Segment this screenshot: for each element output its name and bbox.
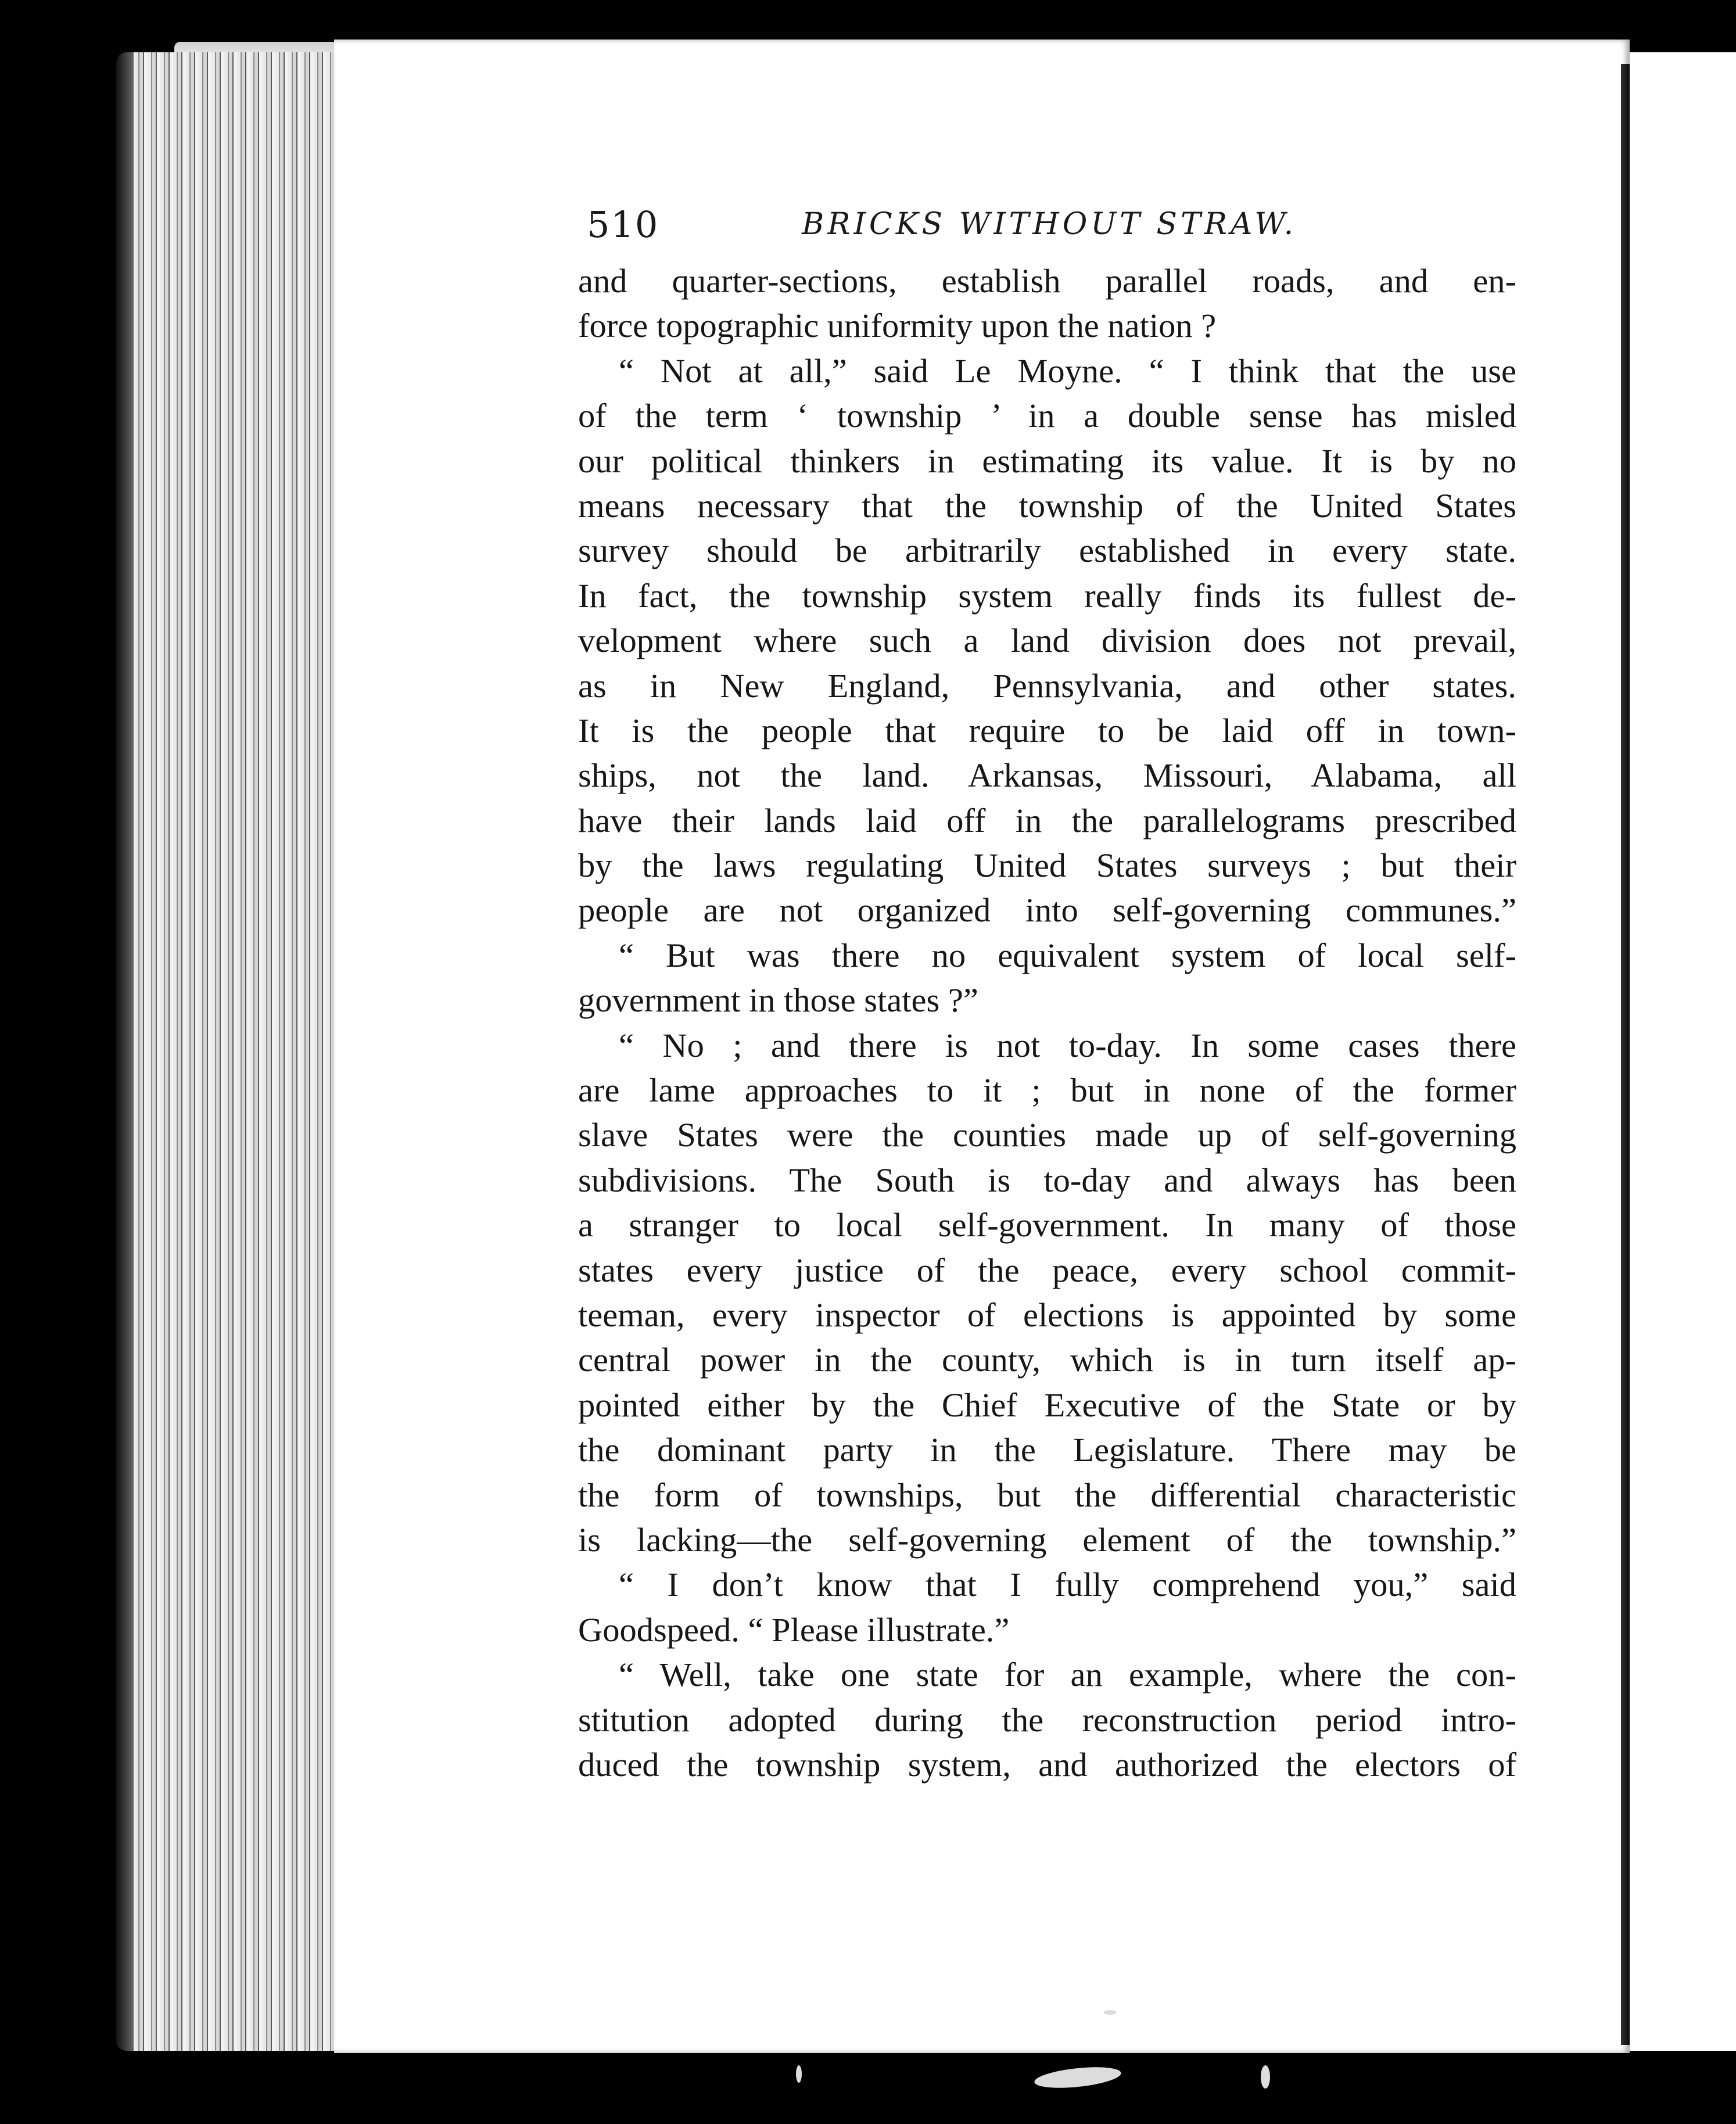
text-line: and quarter-sections, establish parallel roads, and en- [578,262,1516,300]
text-line: pointed either by the Chief Executive of the State or by [578,1386,1516,1424]
running-title: BRICKS WITHOUT STRAW. [802,207,1297,242]
text-line: central power in the county, which is in turn itself ap- [578,1341,1516,1379]
scan-speck [796,2065,802,2083]
text-line: as in New England, Pennsylvania, and other states. [578,666,1516,705]
text-line: our political thinkers in estimating its value. It is by no [578,442,1516,480]
text-line: slave States were the counties made up of self-governing [578,1116,1516,1154]
text-line: is lacking—the self-governing element of the township.” [578,1520,1516,1559]
text-line: duced the township system, and authorized the electors of [578,1745,1516,1784]
text-line: states every justice of the peace, every school commit- [578,1251,1516,1289]
text-line: “ Not at all,” said Le Moyne. “ I think that the use [619,351,1516,390]
text-line: It is the people that require to be laid off in town- [578,711,1516,749]
text-line: the dominant party in the Legislature. There may be [578,1431,1516,1469]
scan-speck [1104,2010,1117,2015]
page-block-edges [122,52,349,2051]
text-line: teeman, every inspector of elections is appointed by some [578,1296,1516,1334]
text-line: means necessary that the township of the United States [578,486,1516,525]
text-line: velopment where such a land division does not prevail, [578,622,1516,660]
text-line: government in those states ?” [578,981,978,1020]
scan-speck [1261,2065,1270,2089]
text-line: the form of townships, but the differential characteristic [578,1476,1516,1514]
text-line: by the laws regulating United States surveys ; but their [578,846,1516,885]
text-line: are lame approaches to it ; but in none of the former [578,1071,1516,1110]
facing-page-edge [1630,52,1736,2051]
running-head [587,203,1528,250]
text-line: “ Well, take one state for an example, where the con- [619,1656,1516,1694]
text-line: subdivisions. The South is to-day and always has been [578,1161,1516,1199]
text-line: a stranger to local self-government. In many of those [578,1206,1516,1244]
text-line: “ I don’t know that I fully comprehend you,” said [619,1566,1516,1604]
text-line: stitution adopted during the reconstruction period intro- [578,1700,1516,1739]
text-line: force topographic uniformity upon the nation ? [578,307,1217,345]
page-number: 510 [587,203,659,246]
text-line: survey should be arbitrarily established in every state. [578,532,1516,570]
text-line: “ But was there no equivalent system of local self- [619,936,1516,974]
body-text [578,259,1516,1787]
text-line: have their lands laid off in the parallelograms prescribed [578,801,1516,839]
text-line: ships, not the land. Arkansas, Missouri, Alabama, all [578,756,1516,795]
text-line: In fact, the township system really finds its fullest de- [578,576,1516,615]
text-line: Goodspeed. “ Please illustrate.” [578,1610,1010,1649]
text-line: people are not organized into self-governing communes.” [578,891,1516,930]
text-line: of the term ‘ township ’ in a double sense has misled [578,397,1516,435]
text-line: “ No ; and there is not to-day. In some cases there [619,1026,1516,1064]
